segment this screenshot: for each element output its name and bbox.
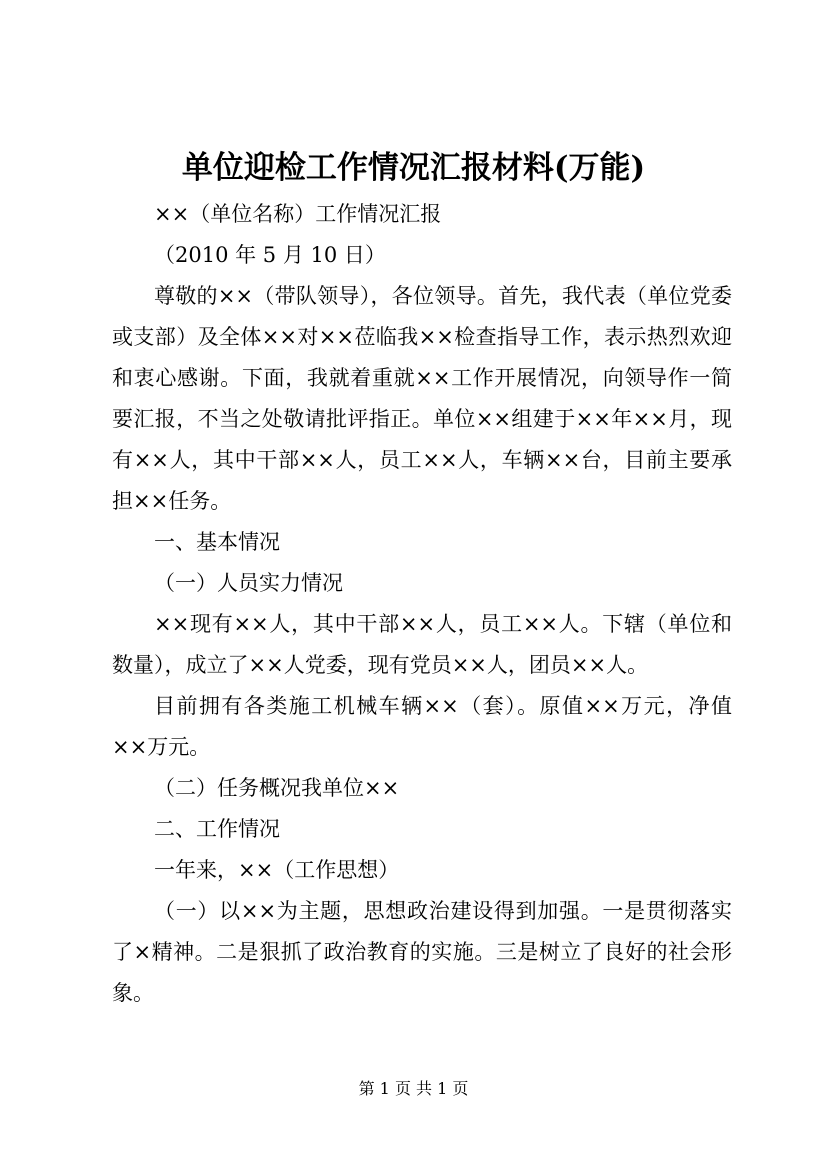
- paragraph-report-heading: ××（单位名称）工作情况汇报: [154, 202, 442, 226]
- page-footer: 第 1 页 共 1 页: [358, 1079, 469, 1098]
- document-body: [112, 194, 732, 1014]
- paragraph-equipment: 目前拥有各类施工机械车辆××（套）。原值××万元，净值××万元。: [112, 694, 732, 759]
- paragraph-year-review: 一年来，××（工作思想）: [154, 858, 400, 882]
- paragraph-staff: ××现有××人，其中干部××人，员工××人。下辖（单位和数量），成立了××人党委，现有党员××人，团员××人。: [112, 612, 732, 677]
- section-heading-work: 二、工作情况: [154, 817, 280, 841]
- paragraph-political-work: （一）以××为主题，思想政治建设得到加强。一是贯彻落实了×精神。二是狠抓了政治教育的实施。三是树立了良好的社会形象。: [112, 899, 732, 1005]
- subsection-heading-tasks: （二）任务概况我单位××: [154, 776, 400, 800]
- subsection-heading-staff: （一）人员实力情况: [154, 571, 343, 595]
- paragraph-date: （2010 年 5 月 10 日）: [154, 243, 386, 267]
- paragraph-greeting: 尊敬的××（带队领导），各位领导。首先，我代表（单位党委或支部）及全体××对××莅临我××检查指导工作，表示热烈欢迎和衷心感谢。下面，我就着重就××工作开展情况，向领导作一简要汇报，不当之处敬请批评指正。单位××组建于××年××月，现有××人，其中干部××人，员工××人，车辆××台，目前主要承担××任务。: [112, 284, 732, 513]
- section-heading-basic-info: 一、基本情况: [154, 530, 280, 554]
- document-title: 单位迎检工作情况汇报材料(万能): [181, 150, 646, 186]
